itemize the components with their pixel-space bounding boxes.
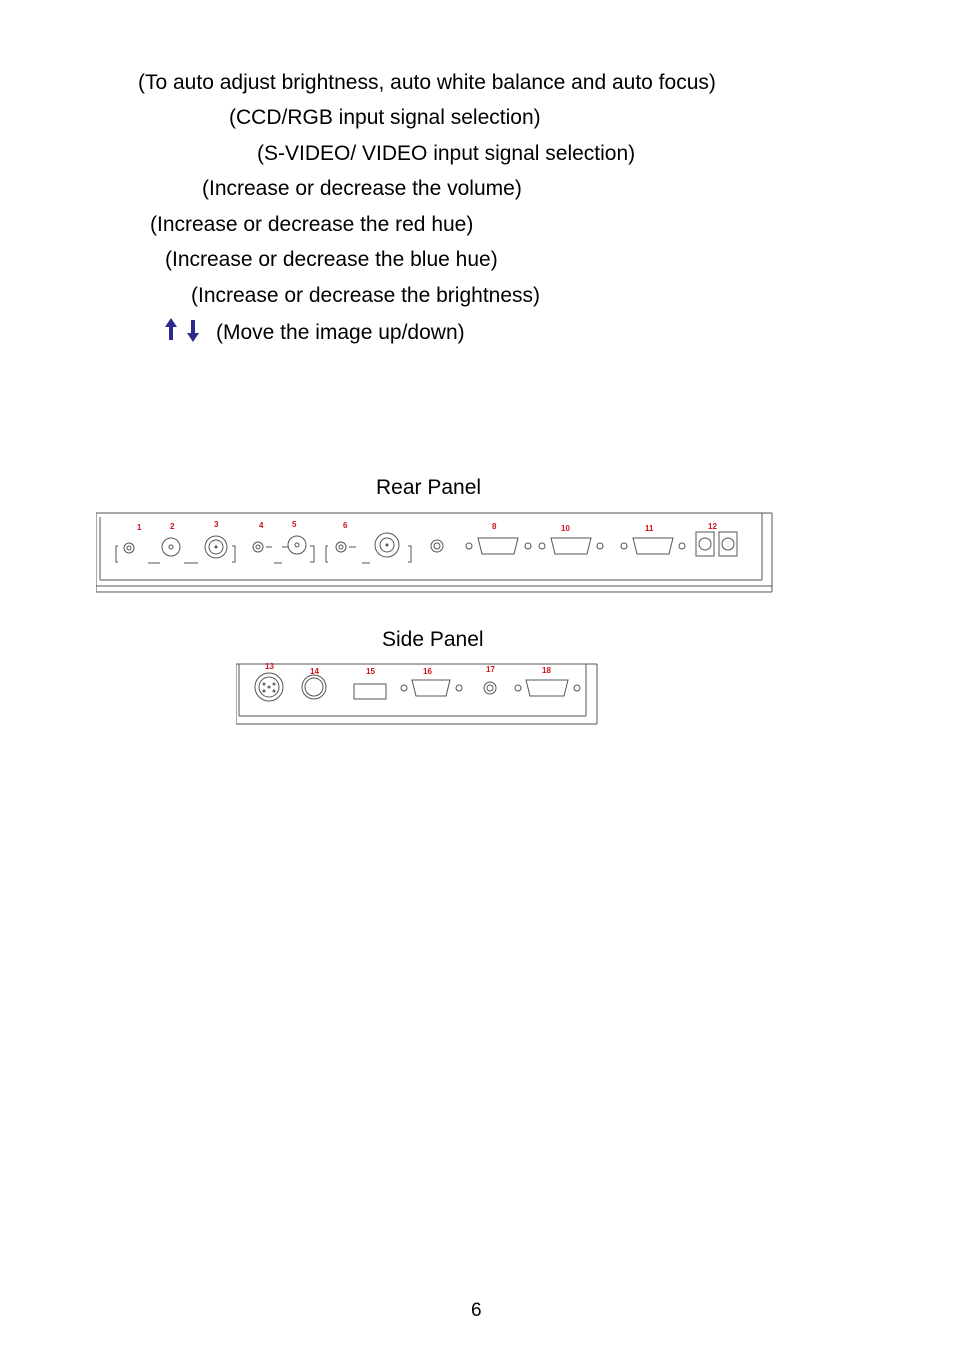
up-arrow-icon xyxy=(163,316,203,344)
rear-label-3: 3 xyxy=(214,520,219,529)
side-label-14: 14 xyxy=(310,667,319,676)
instruction-move-image: (Move the image up/down) xyxy=(216,321,465,344)
side-label-13: 13 xyxy=(265,662,274,671)
instruction-volume: (Increase or decrease the volume) xyxy=(202,177,522,200)
instruction-svideo-video: (S-VIDEO/ VIDEO input signal selection) xyxy=(257,142,636,165)
rear-label-6: 6 xyxy=(343,521,348,530)
side-panel-title: Side Panel xyxy=(382,628,484,651)
rear-label-8: 8 xyxy=(492,522,497,531)
instruction-red-hue: (Increase or decrease the red hue) xyxy=(150,213,474,236)
rear-label-12: 12 xyxy=(708,522,717,531)
rear-label-2: 2 xyxy=(170,522,175,531)
side-panel-diagram xyxy=(236,662,600,727)
instruction-blue-hue: (Increase or decrease the blue hue) xyxy=(165,248,498,271)
side-label-15: 15 xyxy=(366,667,375,676)
rear-label-1: 1 xyxy=(137,523,142,532)
page-number: 6 xyxy=(471,1300,482,1321)
side-label-16: 16 xyxy=(423,667,432,676)
instruction-ccd-rgb: (CCD/RGB input signal selection) xyxy=(229,106,541,129)
instruction-brightness: (Increase or decrease the brightness) xyxy=(191,284,541,307)
instruction-auto-adjust: (To auto adjust brightness, auto white balance and auto focus) xyxy=(138,71,716,94)
side-label-18: 18 xyxy=(542,666,551,675)
rear-label-4: 4 xyxy=(259,521,264,530)
rear-panel-title: Rear Panel xyxy=(376,476,482,499)
rear-label-10: 10 xyxy=(561,524,570,533)
rear-panel-diagram xyxy=(96,512,774,594)
side-label-17: 17 xyxy=(486,665,495,674)
rear-label-5: 5 xyxy=(292,520,297,529)
up-down-arrows xyxy=(163,316,203,349)
rear-label-11: 11 xyxy=(645,524,654,533)
